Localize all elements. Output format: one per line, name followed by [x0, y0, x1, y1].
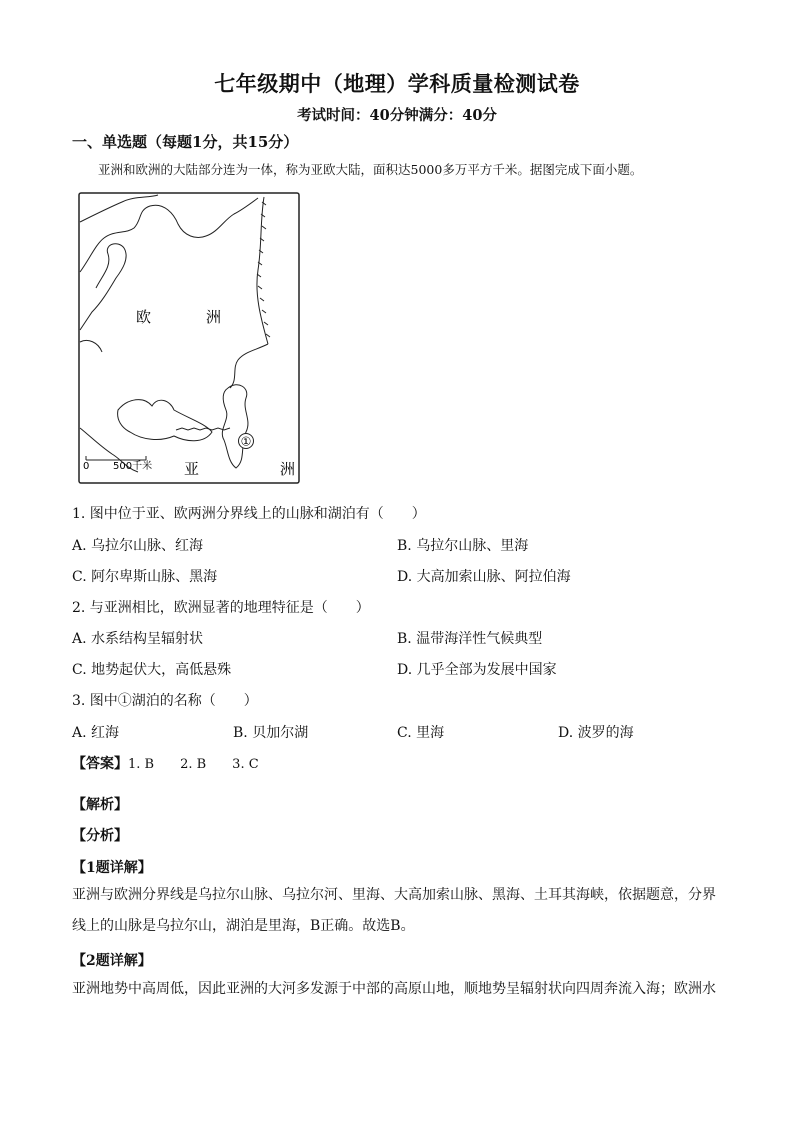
question-1-stem: 1. 图中位于亚、欧两洲分界线上的山脉和湖泊有（ ）: [72, 506, 426, 522]
label-asia-1: 亚: [184, 460, 200, 478]
label-europe-1: 欧: [136, 308, 152, 326]
q1-option-a: A. 乌拉尔山脉、红海: [72, 538, 204, 554]
question-intro: 亚洲和欧洲的大陆部分连为一体，称为亚欧大陆，面积达5000多万平方千米。据图完成下面小题。: [98, 162, 643, 177]
analysis-label: 【解析】: [72, 797, 128, 813]
label-asia-2: 洲: [280, 460, 296, 478]
q1-option-c: C. 阿尔卑斯山脉、黑海: [72, 569, 218, 585]
q2-option-c: C. 地势起伏大，高低悬殊: [72, 662, 232, 678]
q1-option-b: B. 乌拉尔山脉、里海: [397, 538, 529, 554]
q2-option-a: A. 水系结构呈辐射状: [72, 631, 204, 647]
exam-info: 考试时间：40分钟满分：40分: [297, 107, 497, 124]
q2-option-d: D. 几乎全部为发展中国家: [397, 662, 557, 678]
section-heading: 一、单选题（每题1分，共15分）: [72, 133, 299, 151]
scale-label: 500千米: [113, 461, 153, 472]
q3-option-c: C. 里海: [397, 725, 445, 741]
q3-option-a: A. 红海: [72, 725, 120, 741]
detail-2-line-1: 亚洲地势中高周低，因此亚洲的大河多发源于中部的高原山地，顺地势呈辐射状向四周奔流入海；欧洲水: [72, 981, 716, 997]
lake-marker: ①: [240, 434, 252, 449]
eurasia-map: [78, 192, 300, 484]
scale-zero: 0: [83, 461, 90, 472]
q3-option-d: D. 波罗的海: [558, 725, 634, 741]
detail-2-label: 【2题详解】: [72, 953, 152, 969]
question-2-stem: 2. 与亚洲相比，欧洲显著的地理特征是（ ）: [72, 600, 370, 616]
q1-option-d: D. 大高加索山脉、阿拉伯海: [397, 569, 571, 585]
fenxi-label: 【分析】: [72, 828, 128, 844]
detail-1-label: 【1题详解】: [72, 860, 152, 876]
detail-1-line-2: 线上的山脉是乌拉尔山，湖泊是里海，B正确。故选B。: [72, 918, 415, 934]
answer-label: 【答案】: [72, 756, 128, 772]
answer-line: [72, 753, 259, 773]
detail-1-line-1: 亚洲与欧洲分界线是乌拉尔山脉、乌拉尔河、里海、大高加索山脉、黑海、土耳其海峡，依据题意，分界: [72, 887, 716, 903]
q3-option-b: B. 贝加尔湖: [233, 725, 309, 741]
q2-option-b: B. 温带海洋性气候典型: [397, 631, 543, 647]
answer-values: 1. B 2. B 3. C: [128, 757, 259, 772]
page-title: 七年级期中（地理）学科质量检测试卷: [214, 71, 580, 96]
question-3-stem: 3. 图中①湖泊的名称（ ）: [72, 693, 258, 709]
label-europe-2: 洲: [206, 308, 222, 326]
